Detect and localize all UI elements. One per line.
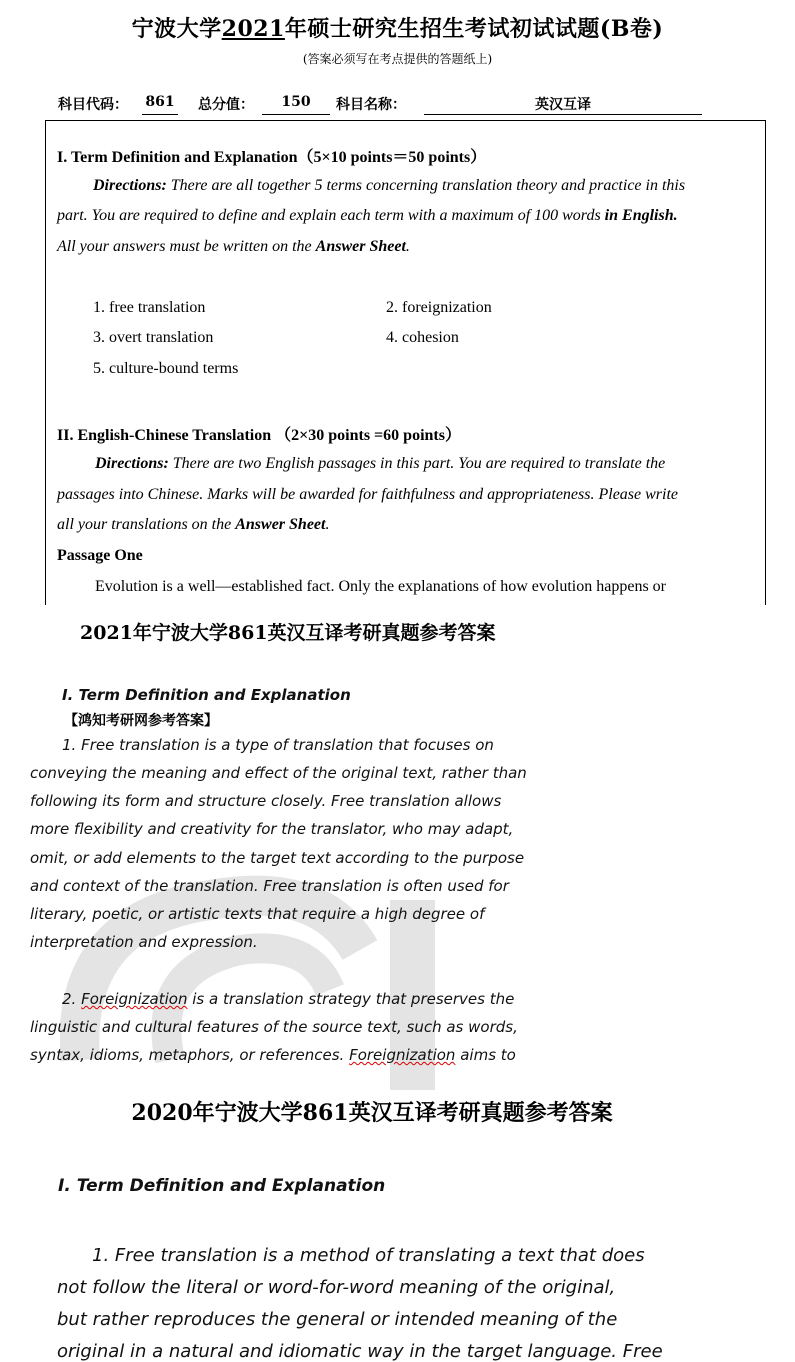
total-score-label: 总分值： — [198, 97, 254, 113]
subject-name-label: 科目名称： — [336, 97, 406, 113]
term-item: 3. overt translation — [93, 329, 214, 346]
exam-note: (答案必须写在考点提供的答题纸上) — [302, 52, 493, 66]
answer-line: and context of the translation. Free translation is often used for — [30, 877, 509, 895]
answer-line: following its form and structure closely. Free translation allows — [30, 792, 502, 810]
part2-heading: II. English-Chinese Translation （2×30 points =60 points） — [57, 427, 461, 444]
part1-directions-line2: part. You are required to define and explain each term with a maximum of 100 words in English. — [57, 207, 678, 224]
term-item: 2. foreignization — [386, 299, 492, 316]
part2-directions-line1: Directions: There are two English passages in this part. You are required to translate the — [95, 455, 666, 472]
term-item: 1. free translation — [93, 299, 206, 316]
total-score-value: 150 — [262, 94, 330, 115]
subject-code-value: 861 — [142, 94, 178, 115]
answer-line: 1. Free translation is a type of translation that focuses on — [62, 736, 494, 754]
part2-directions-line3: all your translations on the Answer Sheet. — [57, 516, 330, 533]
answer-line: original in a natural and idiomatic way in the target language. Free — [57, 1341, 663, 1362]
answer-line: 2. Foreignization is a translation strategy that preserves the — [62, 990, 515, 1008]
answer-line: conveying the meaning and effect of the original text, rather than — [30, 764, 527, 782]
part2-directions-line2: passages into Chinese. Marks will be awarded for faithfulness and appropriateness. Please write — [57, 486, 679, 503]
answer-line: interpretation and expression. — [30, 933, 258, 951]
subject-name-value: 英汉互译 — [424, 94, 702, 115]
term-item: 5. culture-bound terms — [93, 360, 239, 377]
term-item: 4. cohesion — [386, 329, 459, 346]
subject-code-label: 科目代码： — [58, 97, 128, 113]
part1-heading: I. Term Definition and Explanation（5×10 points＝50 points） — [57, 149, 487, 166]
answer-line: literary, poetic, or artistic texts that require a high degree of — [30, 905, 485, 923]
answer-line: but rather reproduces the general or intended meaning of the — [57, 1309, 618, 1330]
question-box — [45, 120, 766, 605]
answer-line: not follow the literal or word-for-word meaning of the original, — [57, 1277, 616, 1298]
answer-2021-section-heading: I. Term Definition and Explanation — [62, 686, 351, 704]
answer-line: more flexibility and creativity for the translator, who may adapt, — [30, 820, 514, 838]
answer-2021-title: 2021年宁波大学861英汉互译考研真题参考答案 — [80, 622, 496, 644]
answer-line: linguistic and cultural features of the source text, such as words, — [30, 1018, 518, 1036]
part1-directions-line1: Directions: There are all together 5 terms concerning translation theory and practice in this — [93, 177, 686, 194]
passage-label: Passage One — [57, 547, 143, 564]
answer-line: syntax, idioms, metaphors, or references. Foreignization aims to — [30, 1046, 516, 1064]
part1-directions-line3: All your answers must be written on the Answer Sheet. — [57, 238, 410, 255]
exam-title: 宁波大学2021年硕士研究生招生考试初试试题(B卷) — [131, 16, 664, 42]
answer-2020-section-heading: I. Term Definition and Explanation — [58, 1176, 386, 1196]
answer-2020-title: 2020年宁波大学861英汉互译考研真题参考答案 — [131, 1100, 613, 1126]
answer-line: 1. Free translation is a method of translating a text that does — [92, 1245, 645, 1266]
answer-line: omit, or add elements to the target text according to the purpose — [30, 849, 525, 867]
passage-text: Evolution is a well—established fact. Only the explanations of how evolution happens or — [95, 578, 666, 595]
answer-source-tag: 【鸿知考研网参考答案】 — [64, 713, 218, 729]
